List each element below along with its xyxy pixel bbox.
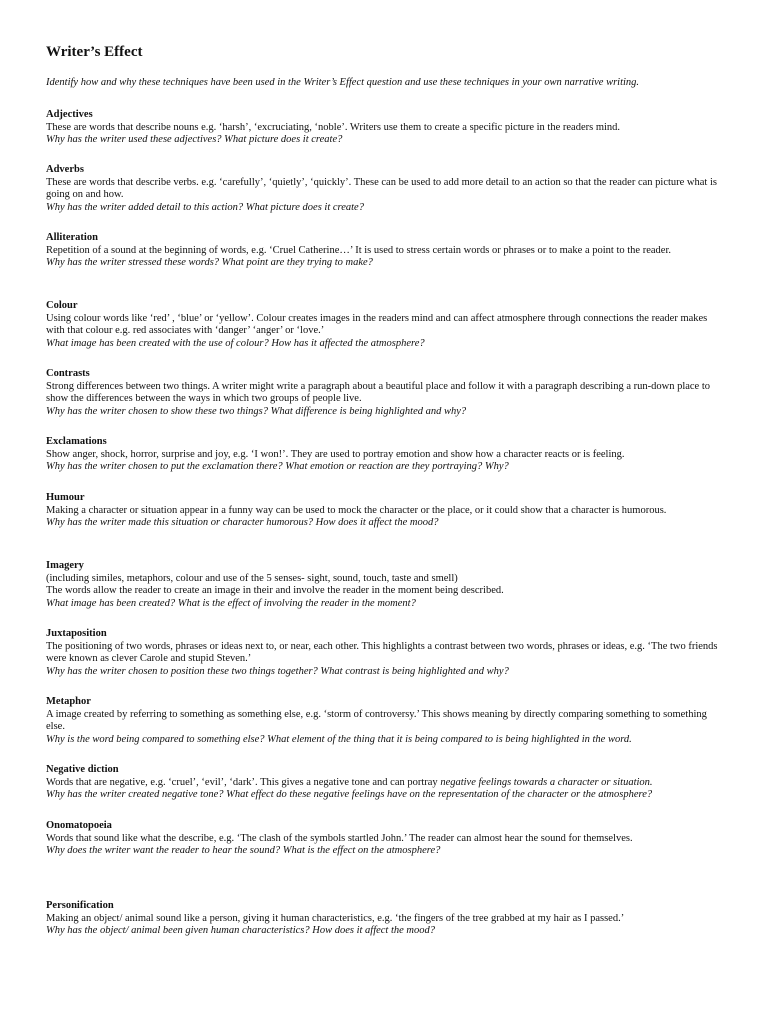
section-body-continued: The words allow the reader to create an image in their and involve the reader in the moment being described. bbox=[46, 585, 504, 596]
section-body: These are words that describe verbs. e.g. ‘carefully’, ‘quietly’, ‘quickly’. These can be used to add more detail to an action so that the reader can picture what is going on and how. bbox=[46, 176, 717, 200]
section-heading: Personification bbox=[46, 900, 114, 911]
page-title: Writer’s Effect bbox=[46, 44, 143, 60]
section-body-plain: Words that are negative, e.g. ‘cruel’, ‘evil’, ‘dark’. This gives a negative tone and can portray bbox=[46, 776, 438, 788]
section-heading: Negative diction bbox=[46, 764, 119, 775]
section-question: Why has the writer created negative tone? What effect do these negative feelings have on the representation of the character or the atmosphere? bbox=[46, 789, 653, 800]
section-juxtaposition bbox=[46, 628, 720, 678]
section-heading: Exclamations bbox=[46, 436, 107, 447]
section-body: Words that sound like what the describe, e.g. ‘The clash of the symbols startled John.’ The reader can almost hear the sound for themselves. bbox=[46, 832, 633, 844]
section-heading: Imagery bbox=[46, 560, 84, 571]
section-heading: Contrasts bbox=[46, 368, 90, 379]
section-body: A image created by referring to something as something else, e.g. ‘storm of controversy.’ This shows meaning by directly comparing something to something else. bbox=[46, 708, 707, 732]
section-heading: Adjectives bbox=[46, 109, 93, 120]
section-heading: Juxtaposition bbox=[46, 628, 107, 639]
section-alliteration bbox=[46, 232, 720, 270]
section-question: Why has the writer chosen to position these two things together? What contrast is being highlighted and why? bbox=[46, 665, 509, 677]
section-body: Repetition of a sound at the beginning of words, e.g. ‘Cruel Catherine…’ It is used to stress certain words or phrases or to make a point to the reader. bbox=[46, 244, 671, 256]
section-exclamations bbox=[46, 436, 720, 474]
section-question: What image has been created with the use of colour? How has it affected the atmosphere? bbox=[46, 337, 425, 349]
section-body: These are words that describe nouns e.g. ‘harsh’, ‘excruciating, ‘noble’. Writers use them to create a specific picture in the readers mind. bbox=[46, 121, 621, 133]
section-body bbox=[46, 777, 720, 790]
section-question: Why has the writer chosen to show these two things? What difference is being highlighted and why? bbox=[46, 405, 467, 417]
section-heading: Adverbs bbox=[46, 164, 84, 175]
section-heading: Colour bbox=[46, 300, 78, 311]
section-adjectives bbox=[46, 109, 720, 147]
section-body: Making an object/ animal sound like a person, giving it human characteristics, e.g. ‘the fingers of the tree grabbed at my hair as I passed.’ bbox=[46, 912, 625, 924]
section-humour bbox=[46, 492, 720, 530]
intro-text: Identify how and why these techniques have been used in the Writer’s Effect question and use these techniques in your own narrative writing. bbox=[46, 77, 640, 88]
section-personification bbox=[46, 900, 720, 938]
section-question: Why does the writer want the reader to hear the sound? What is the effect on the atmosphere? bbox=[46, 845, 441, 856]
section-body: The positioning of two words, phrases or ideas next to, or near, each other. This highlights a contrast between two words, phrases or ideas, e.g. ‘The two friends were known as clever Carole and stupid Steven.’ bbox=[46, 640, 718, 664]
section-question: Why has the writer used these adjectives? What picture does it create? bbox=[46, 134, 343, 145]
section-heading: Alliteration bbox=[46, 232, 98, 243]
section-body: Using colour words like ‘red’ , ‘blue’ or ‘yellow’. Colour creates images in the readers mind and can affect atmosphere through connections the reader makes with that colour e.g. red associates with ‘danger’ ‘anger’ or ‘love.’ bbox=[46, 312, 708, 336]
section-contrasts bbox=[46, 368, 720, 418]
section-question: Why has the writer made this situation or character humorous? How does it affect the mood? bbox=[46, 517, 439, 528]
section-onomatopoeia bbox=[46, 820, 720, 858]
section-heading: Humour bbox=[46, 492, 85, 503]
section-question: What image has been created? What is the effect of involving the reader in the moment? bbox=[46, 597, 416, 609]
section-question: Why has the object/ animal been given human characteristics? How does it affect the mood? bbox=[46, 925, 436, 936]
section-imagery bbox=[46, 560, 720, 610]
section-question: Why is the word being compared to something else? What element of the thing that it is being compared to is being highlighted in the word. bbox=[46, 733, 632, 745]
section-body: Show anger, shock, horror, surprise and joy, e.g. ‘I won!’. They are used to portray emotion and show how a character reacts or is feeling. bbox=[46, 448, 625, 460]
section-body-italic: negative feelings towards a character or situation. bbox=[440, 776, 653, 788]
section-metaphor bbox=[46, 696, 720, 746]
section-heading: Metaphor bbox=[46, 696, 91, 707]
section-question: Why has the writer chosen to put the exclamation there? What emotion or reaction are they portraying? Why? bbox=[46, 461, 509, 472]
section-question: Why has the writer stressed these words? What point are they trying to make? bbox=[46, 257, 373, 268]
section-question: Why has the writer added detail to this action? What picture does it create? bbox=[46, 201, 364, 213]
section-negative-diction bbox=[46, 764, 720, 802]
section-adverbs bbox=[46, 164, 720, 214]
section-colour bbox=[46, 300, 720, 350]
section-heading: Onomatopoeia bbox=[46, 820, 112, 831]
section-body: Strong differences between two things. A writer might write a paragraph about a beautiful place and follow it with a paragraph describing a run-down place to show the differences between the ways in which two groups of people live. bbox=[46, 380, 711, 404]
section-body: Making a character or situation appear in a funny way can be used to mock the character or the place, or it could show that a character is humorous. bbox=[46, 504, 667, 516]
section-body: (including similes, metaphors, colour and use of the 5 senses- sight, sound, touch, taste and smell) bbox=[46, 572, 458, 584]
